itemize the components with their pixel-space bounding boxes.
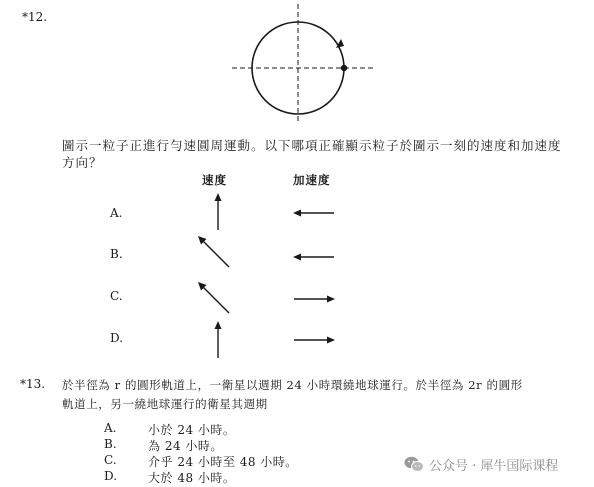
q13-option-c-label: C. [104,453,117,467]
q12-option-b-velocity-arrow [196,234,232,270]
q12-option-d-velocity-arrow [208,320,228,360]
q12-option-c-label: C. [110,289,123,303]
acceleration-header: 加速度 [293,173,331,187]
q13-option-c-text: 介乎 24 小時至 48 小時。 [148,455,298,469]
q13-option-d-label: D. [104,469,118,483]
q13-option-d-text: 大於 48 小時。 [148,471,236,485]
q13-number: *13. [20,377,46,391]
q12-option-d-acceleration-arrow [292,333,336,347]
q13-stem-line1: 於半徑為 r 的圓形軌道上，一衛星以週期 24 小時環繞地球運行。於半徑為 2r 的圓形 [62,378,523,392]
q13-stem-line2: 軌道上，另一繞地球運行的衛星其週期 [62,397,268,411]
q12-option-c-acceleration-arrow [292,292,336,306]
q12-option-a-acceleration-arrow [292,206,336,220]
velocity-header: 速度 [202,173,227,187]
q12-option-a-velocity-arrow [208,192,228,232]
q12-stem-line1: 圖示一粒子正進行勻速圓周運動。以下哪項正確顯示粒子於圖示一刻的速度和加速度 [62,138,562,153]
circular-motion-diagram [228,4,378,122]
q12-option-d-label: D. [110,331,124,345]
wechat-icon [404,456,424,473]
watermark-text: 公众号 · 犀牛国际课程 [429,459,559,474]
q13-option-b-label: B. [104,437,117,451]
q12-option-c-velocity-arrow [196,280,232,316]
q13-option-a-label: A. [104,421,117,435]
particle-dot [341,65,347,71]
watermark [404,455,558,474]
q12-option-b-label: B. [110,247,123,261]
q12-option-a-label: A. [110,206,123,220]
q13-option-b-text: 為 24 小時。 [148,439,223,453]
q12-option-b-acceleration-arrow [292,250,336,264]
q12-number: *12. [22,10,48,24]
q13-option-a-text: 小於 24 小時。 [148,423,236,437]
q12-stem-line2: 方向？ [62,155,103,170]
